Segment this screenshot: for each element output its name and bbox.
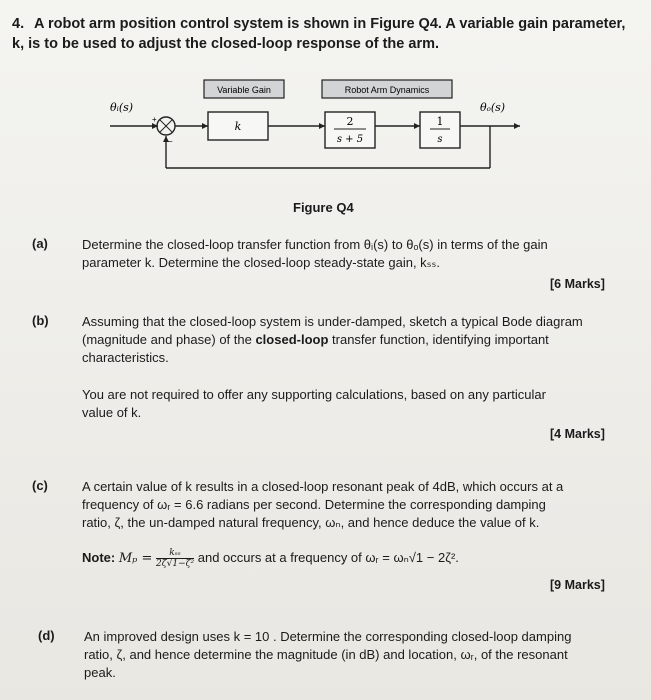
- part-d-line1: An improved design uses k = 10 . Determine the corresponding closed-loop damping: [84, 629, 572, 644]
- block-diagram: [100, 76, 530, 186]
- part-b-label: (b): [32, 313, 49, 328]
- variable-gain-header-label: Variable Gain: [217, 85, 271, 95]
- part-d-line2: ratio, ζ, and hence determine the magnitude (in dB) and location, ωᵣ, of the resonant: [84, 647, 568, 662]
- note-rest: and occurs at a frequency of ωᵣ = ωₙ√1 − 2ζ².: [197, 549, 459, 565]
- part-a-marks: [6 Marks]: [550, 277, 605, 291]
- part-a-line2: parameter k. Determine the closed-loop steady-state gain, kₛₛ.: [82, 255, 440, 270]
- part-b-line2-post: transfer function, identifying important: [328, 332, 549, 347]
- output-signal-label: θₒ(s): [480, 101, 506, 114]
- part-d-label: (d): [38, 628, 55, 643]
- note-mp: Mₚ =: [118, 550, 153, 566]
- question-text: A robot arm position control system is shown in Figure Q4. A variable gain parameter, k, is to be used to adjust the closed-loop response of the arm.: [12, 16, 626, 52]
- part-b-line5: value of k.: [82, 405, 142, 420]
- part-b-text: [82, 313, 627, 367]
- part-a-label: (a): [32, 236, 48, 251]
- part-d-text: [84, 628, 629, 682]
- part-b-line2-bold: closed-loop: [255, 332, 329, 347]
- part-b-line3: characteristics.: [82, 350, 169, 365]
- note-fraction-top: kₛₛ: [156, 548, 194, 559]
- question-number: 4.: [12, 16, 25, 32]
- robot-arm-header-label: Robot Arm Dynamics: [344, 85, 430, 95]
- svg-text:+: +: [152, 115, 157, 124]
- part-c-label: (c): [32, 478, 48, 493]
- integrator-denominator: s: [437, 134, 443, 145]
- part-b-line2: [82, 331, 627, 349]
- input-signal-label: θᵢ(s): [110, 101, 134, 114]
- note-label: Note:: [82, 549, 116, 565]
- svg-text:−: −: [168, 137, 173, 146]
- part-b-marks: [4 Marks]: [550, 427, 605, 441]
- part-c-line3: ratio, ζ, the un-damped natural frequency, ωₙ, and hence deduce the value of k.: [82, 515, 540, 530]
- note-fraction: [156, 548, 194, 569]
- plant-block-denominator: s + 5: [336, 134, 364, 145]
- figure-caption: Figure Q4: [293, 200, 354, 215]
- part-b-line4: You are not required to offer any supporting calculations, based on any particular: [82, 387, 546, 402]
- plant-block-numerator: 2: [346, 115, 354, 128]
- question-heading: [12, 14, 632, 54]
- part-a-text: [82, 236, 627, 272]
- part-d-line3: peak.: [84, 665, 116, 680]
- part-c-note: [82, 548, 627, 569]
- note-fraction-bottom: 2ζ√1−ζ²: [156, 559, 195, 569]
- part-b-line1: Assuming that the closed-loop system is under-damped, sketch a typical Bode diagram: [82, 314, 583, 329]
- gain-block-k-text: k: [234, 120, 242, 133]
- part-c-line1: A certain value of k results in a closed-loop resonant peak of 4dB, which occurs at a: [82, 479, 564, 494]
- part-c-line2: frequency of ωᵣ = 6.6 radians per second. Determine the corresponding damping: [82, 497, 546, 512]
- part-b-note: [82, 386, 627, 422]
- integrator-numerator: 1: [436, 115, 444, 128]
- part-b-line2-pre: (magnitude and phase) of the: [82, 332, 256, 347]
- part-c-text: [82, 478, 627, 532]
- part-c-marks: [9 Marks]: [550, 578, 605, 592]
- part-a-line1: Determine the closed-loop transfer function from θᵢ(s) to θₒ(s) in terms of the gain: [82, 237, 548, 252]
